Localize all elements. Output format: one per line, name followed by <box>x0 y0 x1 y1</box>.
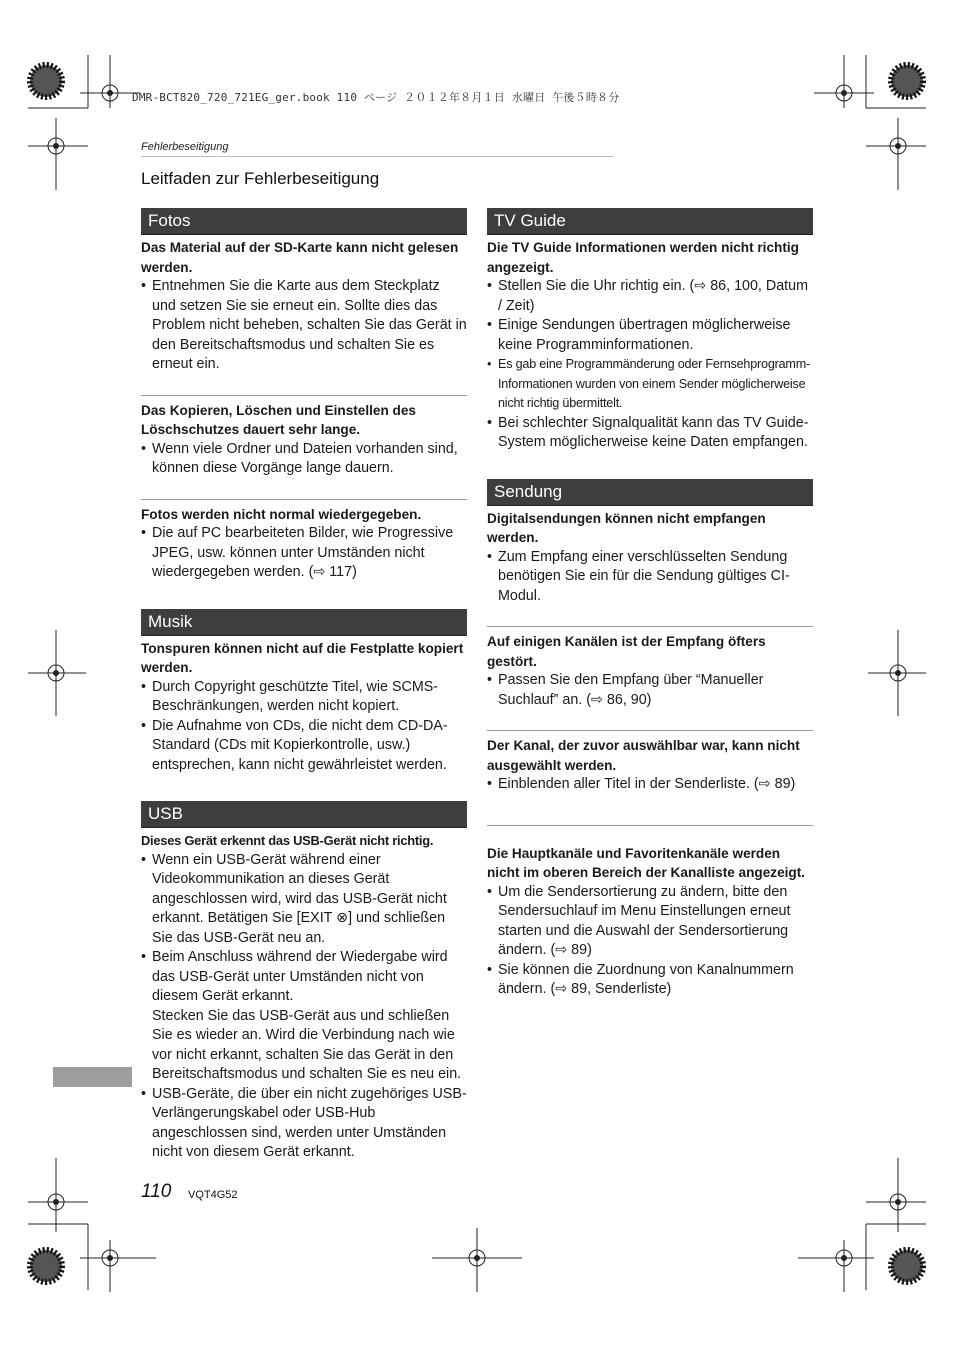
section-sendung <box>487 479 813 1000</box>
right-column <box>487 208 813 1026</box>
section-title-usb: USB <box>141 801 467 828</box>
problem-heading: Die TV Guide Informationen werden nicht richtig angezeigt. <box>487 240 799 275</box>
solution-item: • Um die Sendersortierung zu ändern, bitte den Sendersuchlauf im Menu Einstellungen erneut starten und die Auswahl der Sendersortierung ändern. (⇨ 89) <box>487 883 813 961</box>
solution-list <box>487 671 813 710</box>
problem-heading: Dieses Gerät erkennt das USB-Gerät nicht richtig. <box>141 833 434 848</box>
running-head-rule <box>141 156 613 157</box>
solution-list <box>141 678 467 776</box>
solution-list <box>487 883 813 1000</box>
solution-item: • Wenn viele Ordner und Dateien vorhanden sind, können diese Vorgänge lange dauern. <box>141 440 467 479</box>
solution-item: • Passen Sie den Empfang über “Manueller Suchlauf” an. (⇨ 86, 90) <box>487 671 813 710</box>
entry <box>487 235 813 453</box>
problem-heading: Auf einigen Kanälen ist der Empfang öfters gestört. <box>487 634 766 669</box>
solution-item <box>141 948 467 1085</box>
section-usb <box>141 801 467 1163</box>
section-fotos <box>141 208 467 583</box>
running-head: Fehlerbeseitigung <box>141 141 229 153</box>
section-title-sendung: Sendung <box>487 479 813 506</box>
entry <box>141 828 467 1163</box>
solution-item: • Einige Sendungen übertragen möglicherweise keine Programminformationen. <box>487 316 813 355</box>
entry <box>487 506 813 607</box>
solution-item: • Stellen Sie die Uhr richtig ein. (⇨ 86, 100, Datum / Zeit) <box>487 277 813 316</box>
solution-item: • Durch Copyright geschützte Titel, wie SCMS-Beschränkungen, werden nicht kopiert. <box>141 678 467 717</box>
solution-item: • Sie können die Zuordnung von Kanalnummern ändern. (⇨ 89, Senderliste) <box>487 961 813 1000</box>
solution-list <box>141 524 467 583</box>
problem-heading: Die Hauptkanäle und Favoritenkanäle werden nicht im oberen Bereich der Kanalliste angezeigt. <box>487 845 806 880</box>
solution-list <box>487 775 813 795</box>
section-title-tvguide: TV Guide <box>487 208 813 235</box>
solution-list <box>141 851 467 1163</box>
entry <box>141 235 467 375</box>
solution-item: • Es gab eine Programmänderung oder Fernsehprogramm-Informationen wurden von einem Sender möglicherweise nicht richtig übermittelt. <box>487 355 813 414</box>
solution-list <box>487 277 813 453</box>
solution-item: • Bei schlechter Signalqualität kann das TV Guide-System möglicherweise keine Daten empfangen. <box>487 414 813 453</box>
solution-item: • Die Aufnahme von CDs, die nicht dem CD-DA-Standard (CDs mit Kopierkontrolle, usw.) entsprechen, kann nicht gewährleistet werden. <box>141 717 467 776</box>
left-column <box>141 208 467 1189</box>
entry <box>141 499 467 583</box>
section-title-musik: Musik <box>141 609 467 636</box>
problem-heading: Das Material auf der SD-Karte kann nicht gelesen werden. <box>141 240 459 275</box>
entry <box>141 636 467 776</box>
solution-list <box>141 440 467 479</box>
solution-text: Stecken Sie das USB-Gerät aus und schließen Sie es wieder an. Wird die Verbindung nach wie vor nicht erkannt, schalten Sie das Gerät in den Bereitschaftsmodus und schalten Sie es neu ein. <box>152 1007 462 1082</box>
problem-heading: Fotos werden nicht normal wiedergegeben. <box>141 506 422 522</box>
page-heading: Leitfaden zur Fehlerbeseitigung <box>141 169 380 188</box>
print-header: DMR-BCT820_720_721EG_ger.book 110 ページ ２０１２年８月１日 水曜日 午後５時８分 <box>132 91 620 104</box>
chapter-tab <box>53 1067 132 1087</box>
solution-item: • Einblenden aller Titel in der Senderliste. (⇨ 89) <box>487 775 813 795</box>
problem-heading: Digitalsendungen können nicht empfangen werden. <box>487 510 766 545</box>
section-musik <box>141 609 467 776</box>
problem-heading: Tonspuren können nicht auf die Festplatte kopiert werden. <box>141 640 464 675</box>
solution-item: • Die auf PC bearbeiteten Bilder, wie Progressive JPEG, usw. können unter Umständen nicht wiedergegeben werden. (⇨ 117) <box>141 524 467 583</box>
solution-item: • Entnehmen Sie die Karte aus dem Steckplatz und setzen Sie sie erneut ein. Sollte dies das Problem nicht beheben, schalten Sie das Gerät in den Bereitschaftsmodus und schalten Sie es erneut ein. <box>141 277 467 375</box>
solution-list <box>487 548 813 607</box>
solution-text: Beim Anschluss während der Wiedergabe wird das USB-Gerät unter Umständen nicht von diesem Gerät erkannt. <box>152 949 448 1004</box>
section-title-fotos: Fotos <box>141 208 467 235</box>
entry <box>487 825 813 1000</box>
section-tvguide <box>487 208 813 453</box>
document-code: VQT4G52 <box>188 1189 238 1201</box>
problem-heading: Das Kopieren, Löschen und Einstellen des Löschschutzes dauert sehr lange. <box>141 402 416 437</box>
solution-item: • Wenn ein USB-Gerät während einer Videokommunikation an dieses Gerät angeschlossen wird, wird das USB-Gerät nicht erkannt. Betätigen Sie [EXIT ⊗] und schließen Sie das USB-Gerät neu an. <box>141 851 467 949</box>
entry <box>141 395 467 479</box>
solution-item: • USB-Geräte, die über ein nicht zugehöriges USB-Verlängerungskabel oder USB-Hub angeschlossen sind, werden unter Umständen nicht von diesem Gerät erkannt. <box>141 1085 467 1163</box>
problem-heading: Der Kanal, der zuvor auswählbar war, kann nicht ausgewählt werden. <box>487 738 800 773</box>
page-number: 110 <box>141 1181 172 1202</box>
solution-list <box>141 277 467 375</box>
entry <box>487 730 813 795</box>
entry <box>487 626 813 710</box>
solution-item: • Zum Empfang einer verschlüsselten Sendung benötigen Sie ein für die Sendung gültiges CI-Modul. <box>487 548 813 607</box>
